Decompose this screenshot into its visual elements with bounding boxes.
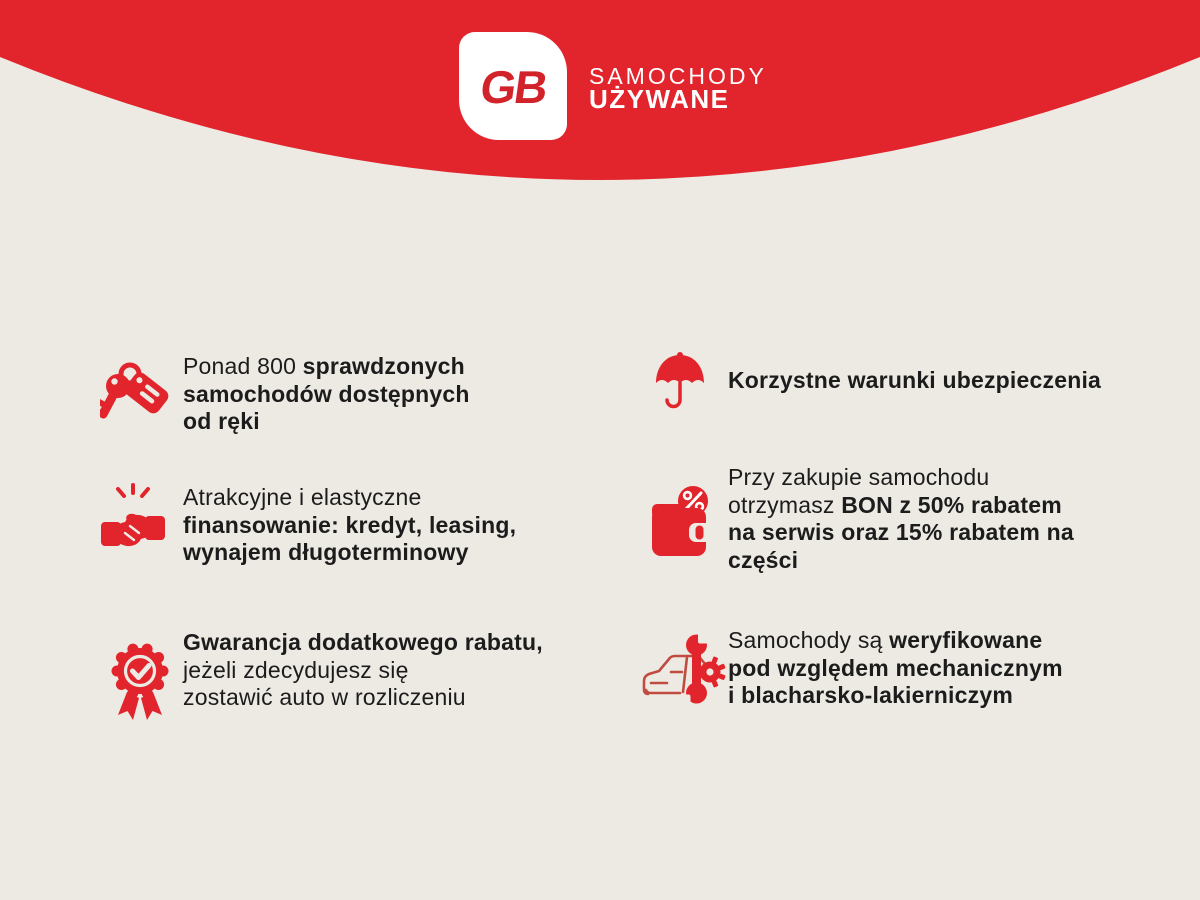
feature-line: [183, 539, 516, 567]
feature-line: [183, 657, 543, 685]
feature-icon-cell: [644, 627, 728, 706]
feature-item: [100, 484, 516, 568]
feature-text: [183, 353, 470, 436]
feature-line: [728, 367, 1101, 395]
feature-item: [100, 353, 470, 436]
wallet-discount-icon: [648, 482, 720, 558]
logo-badge: [459, 32, 567, 140]
feature-line: [183, 684, 543, 712]
feature-text: [728, 464, 1074, 574]
feature-text-segment: Korzystne warunki ubezpieczenia: [728, 367, 1102, 393]
feature-text-segment: sprawdzonych: [302, 353, 465, 379]
feature-line: [728, 464, 1074, 492]
feature-text-segment: Atrakcyjne i elastyczne: [183, 484, 422, 510]
feature-text-segment: Gwarancja dodatkowego rabatu,: [183, 629, 543, 655]
feature-text-segment: Przy zakupie samochodu: [728, 464, 990, 490]
feature-line: [183, 484, 516, 512]
feature-line: [728, 547, 1074, 575]
feature-icon-cell: [648, 350, 728, 412]
feature-line: [183, 408, 470, 436]
feature-text-segment: na serwis oraz 15% rabatem na: [728, 519, 1074, 545]
header-banner: [0, 0, 1200, 310]
feature-item: [644, 627, 1063, 710]
feature-text-segment: wynajem długoterminowy: [183, 539, 469, 565]
feature-line: [183, 512, 516, 540]
feature-text-segment: części: [728, 546, 799, 573]
feature-text-segment: Samochody są: [728, 627, 890, 653]
feature-item: [648, 350, 1101, 412]
feature-line: [728, 519, 1074, 547]
feature-text-segment: jeżeli zdecydujesz się: [183, 656, 409, 683]
feature-text-segment: BON z 50% rabatem: [841, 491, 1062, 518]
feature-line: [183, 353, 470, 381]
logo-text: GB: [476, 61, 550, 113]
feature-line: [183, 629, 543, 657]
feature-text: [183, 629, 543, 712]
feature-icon-cell: [100, 629, 183, 721]
feature-text-segment: zostawić auto w rozliczeniu: [183, 684, 466, 710]
feature-text: [183, 484, 516, 567]
brand-name-line2: UŻYWANE: [589, 84, 730, 114]
feature-line: [728, 492, 1074, 520]
handshake-icon: [100, 482, 166, 568]
feature-text-segment: Ponad 800: [183, 353, 303, 379]
feature-text-segment: samochodów dostępnych: [183, 380, 470, 407]
feature-text: [728, 367, 1101, 395]
feature-icon-cell: [648, 464, 728, 558]
feature-line: [728, 655, 1063, 683]
car-service-icon: [642, 632, 726, 706]
feature-item: [100, 629, 543, 721]
feature-text-segment: pod względem mechanicznym: [728, 654, 1063, 681]
car-keys-icon: [100, 359, 174, 429]
feature-text-segment: i blacharsko-lakierniczym: [728, 682, 1013, 708]
award-badge-icon: [108, 641, 172, 721]
feature-text-segment: finansowanie: kredyt, leasing,: [183, 511, 517, 538]
umbrella-icon: [652, 350, 708, 412]
feature-text-segment: od ręki: [183, 408, 260, 434]
feature-item: [648, 464, 1074, 574]
feature-text-segment: weryfikowane: [889, 627, 1043, 653]
feature-line: [728, 627, 1063, 655]
brand-name-line1: SAMOCHODY: [589, 63, 767, 89]
feature-text-segment: otrzymasz: [728, 491, 842, 518]
feature-text: [728, 627, 1063, 710]
feature-line: [183, 381, 470, 409]
feature-icon-cell: [100, 353, 183, 429]
feature-icon-cell: [100, 484, 183, 568]
feature-line: [728, 682, 1063, 710]
